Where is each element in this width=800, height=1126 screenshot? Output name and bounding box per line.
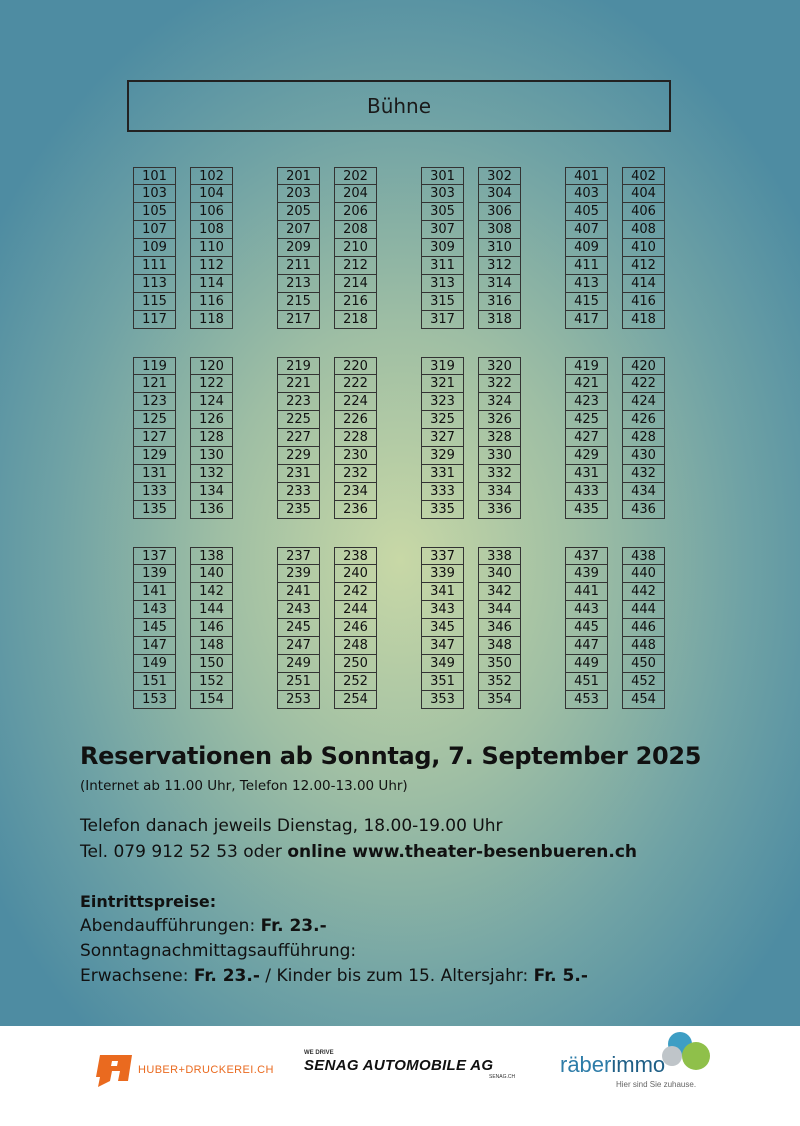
seat: 329 — [421, 447, 464, 465]
seat: 215 — [277, 293, 320, 311]
senag-tagline: WE DRIVE — [304, 1050, 334, 1056]
seat: 454 — [622, 691, 665, 709]
seat: 350 — [478, 655, 521, 673]
seat: 241 — [277, 583, 320, 601]
seat: 430 — [622, 447, 665, 465]
seat: 453 — [565, 691, 608, 709]
seat-column-left — [133, 357, 176, 519]
seat: 207 — [277, 221, 320, 239]
seat: 128 — [190, 429, 233, 447]
seat: 337 — [421, 547, 464, 565]
seat: 144 — [190, 601, 233, 619]
seat: 130 — [190, 447, 233, 465]
seat: 351 — [421, 673, 464, 691]
seat: 123 — [133, 393, 176, 411]
senag-domain: SENAG.CH — [489, 1074, 516, 1080]
seat: 202 — [334, 167, 377, 185]
seat: 320 — [478, 357, 521, 375]
seat: 344 — [478, 601, 521, 619]
phone-hours: Telefon danach jeweils Dienstag, 18.00-19.00 Uhr — [80, 816, 503, 836]
price-evening-value: Fr. 23.- — [260, 916, 327, 936]
seat-column-left — [133, 547, 176, 709]
seat: 407 — [565, 221, 608, 239]
seat: 201 — [277, 167, 320, 185]
seat: 332 — [478, 465, 521, 483]
seat-column-right — [478, 547, 521, 709]
seat: 116 — [190, 293, 233, 311]
seat: 346 — [478, 619, 521, 637]
seat: 233 — [277, 483, 320, 501]
seat: 214 — [334, 275, 377, 293]
seat: 435 — [565, 501, 608, 519]
seat-column-right — [478, 357, 521, 519]
seat: 231 — [277, 465, 320, 483]
seat: 102 — [190, 167, 233, 185]
seat: 335 — [421, 501, 464, 519]
seat: 228 — [334, 429, 377, 447]
price-child-value: Fr. 5.- — [533, 966, 588, 986]
seat: 402 — [622, 167, 665, 185]
seat: 427 — [565, 429, 608, 447]
seat-column-right — [334, 167, 377, 329]
seat: 149 — [133, 655, 176, 673]
seat-column-left — [565, 547, 608, 709]
seat: 418 — [622, 311, 665, 329]
seat: 117 — [133, 311, 176, 329]
seat: 204 — [334, 185, 377, 203]
seat: 409 — [565, 239, 608, 257]
seat: 238 — [334, 547, 377, 565]
seat: 143 — [133, 601, 176, 619]
seat: 137 — [133, 547, 176, 565]
seat: 429 — [565, 447, 608, 465]
seat: 106 — [190, 203, 233, 221]
seat: 445 — [565, 619, 608, 637]
seat: 250 — [334, 655, 377, 673]
seat: 323 — [421, 393, 464, 411]
seat: 446 — [622, 619, 665, 637]
seat: 318 — [478, 311, 521, 329]
seat: 322 — [478, 375, 521, 393]
seat: 122 — [190, 375, 233, 393]
seat: 218 — [334, 311, 377, 329]
seat: 317 — [421, 311, 464, 329]
seat: 125 — [133, 411, 176, 429]
seat: 115 — [133, 293, 176, 311]
seat: 136 — [190, 501, 233, 519]
seat: 206 — [334, 203, 377, 221]
seat-column-right — [622, 547, 665, 709]
seat-column-left — [277, 167, 320, 329]
seat: 439 — [565, 565, 608, 583]
seat: 309 — [421, 239, 464, 257]
seat: 422 — [622, 375, 665, 393]
seat: 433 — [565, 483, 608, 501]
seat: 114 — [190, 275, 233, 293]
seat: 342 — [478, 583, 521, 601]
seat: 153 — [133, 691, 176, 709]
prices-heading: Eintrittspreise: — [80, 892, 217, 911]
senag-logo — [304, 1050, 524, 1084]
seat: 319 — [421, 357, 464, 375]
seat: 110 — [190, 239, 233, 257]
seat: 208 — [334, 221, 377, 239]
price-child-label: / Kinder bis zum 15. Altersjahr: — [259, 966, 534, 986]
seat: 203 — [277, 185, 320, 203]
seat: 236 — [334, 501, 377, 519]
reservation-subtitle: (Internet ab 11.00 Uhr, Telefon 12.00-13.00 Uhr) — [80, 778, 408, 794]
huber-text: HUBER+DRUCKEREI.CH — [138, 1064, 274, 1076]
seat: 406 — [622, 203, 665, 221]
seat: 105 — [133, 203, 176, 221]
seat: 311 — [421, 257, 464, 275]
seat: 416 — [622, 293, 665, 311]
seat: 425 — [565, 411, 608, 429]
seat: 226 — [334, 411, 377, 429]
seat: 448 — [622, 637, 665, 655]
seat: 440 — [622, 565, 665, 583]
raeber-text-light: räber — [560, 1052, 612, 1077]
seat-column-left — [277, 547, 320, 709]
price-adult-label: Erwachsene: — [80, 966, 194, 986]
seat: 109 — [133, 239, 176, 257]
seat: 341 — [421, 583, 464, 601]
seat: 314 — [478, 275, 521, 293]
seat: 213 — [277, 275, 320, 293]
seat: 324 — [478, 393, 521, 411]
seat: 227 — [277, 429, 320, 447]
seat: 151 — [133, 673, 176, 691]
seat: 253 — [277, 691, 320, 709]
seat-column-left — [421, 547, 464, 709]
seat: 133 — [133, 483, 176, 501]
seat: 205 — [277, 203, 320, 221]
seat: 414 — [622, 275, 665, 293]
seat: 210 — [334, 239, 377, 257]
seat: 413 — [565, 275, 608, 293]
seat: 235 — [277, 501, 320, 519]
seat: 331 — [421, 465, 464, 483]
seat: 147 — [133, 637, 176, 655]
seat: 120 — [190, 357, 233, 375]
seat: 428 — [622, 429, 665, 447]
seat: 135 — [133, 501, 176, 519]
seat: 447 — [565, 637, 608, 655]
price-adult-value: Fr. 23.- — [193, 966, 260, 986]
seat: 437 — [565, 547, 608, 565]
price-sunday-label: Sonntagnachmittagsaufführung: — [80, 941, 357, 961]
stage-text: Bühne — [366, 94, 432, 118]
stage-label — [127, 80, 671, 132]
seat: 424 — [622, 393, 665, 411]
seat: 251 — [277, 673, 320, 691]
seat: 452 — [622, 673, 665, 691]
seat: 111 — [133, 257, 176, 275]
seat: 441 — [565, 583, 608, 601]
seat: 234 — [334, 483, 377, 501]
seat: 107 — [133, 221, 176, 239]
seat: 352 — [478, 673, 521, 691]
huber-logo — [94, 1050, 274, 1090]
seat: 354 — [478, 691, 521, 709]
seat: 252 — [334, 673, 377, 691]
seat: 308 — [478, 221, 521, 239]
seat: 129 — [133, 447, 176, 465]
seat: 246 — [334, 619, 377, 637]
seat-column-left — [421, 167, 464, 329]
seat: 243 — [277, 601, 320, 619]
seat: 254 — [334, 691, 377, 709]
seat: 421 — [565, 375, 608, 393]
seat: 401 — [565, 167, 608, 185]
raeber-wordmark — [560, 1052, 665, 1078]
seat: 443 — [565, 601, 608, 619]
seat: 217 — [277, 311, 320, 329]
seat: 321 — [421, 375, 464, 393]
seat: 113 — [133, 275, 176, 293]
seat: 450 — [622, 655, 665, 673]
seat: 139 — [133, 565, 176, 583]
seat: 134 — [190, 483, 233, 501]
seat: 423 — [565, 393, 608, 411]
seat: 304 — [478, 185, 521, 203]
seat: 131 — [133, 465, 176, 483]
seat: 224 — [334, 393, 377, 411]
seat: 150 — [190, 655, 233, 673]
seat: 306 — [478, 203, 521, 221]
seat: 349 — [421, 655, 464, 673]
seat: 307 — [421, 221, 464, 239]
seat: 216 — [334, 293, 377, 311]
seat: 330 — [478, 447, 521, 465]
seat-column-right — [622, 167, 665, 329]
seat: 121 — [133, 375, 176, 393]
seat: 327 — [421, 429, 464, 447]
seat: 221 — [277, 375, 320, 393]
seat: 415 — [565, 293, 608, 311]
raeber-logo — [560, 1030, 720, 1092]
seat: 112 — [190, 257, 233, 275]
seat-column-left — [277, 357, 320, 519]
seat-column-left — [565, 167, 608, 329]
seat: 426 — [622, 411, 665, 429]
seat: 419 — [565, 357, 608, 375]
seat: 118 — [190, 311, 233, 329]
seat: 403 — [565, 185, 608, 203]
price-evening-label: Abendaufführungen: — [80, 916, 261, 936]
seat-column-left — [565, 357, 608, 519]
seat: 140 — [190, 565, 233, 583]
seat: 431 — [565, 465, 608, 483]
seat: 104 — [190, 185, 233, 203]
price-evening — [80, 916, 327, 936]
seat: 451 — [565, 673, 608, 691]
seat: 345 — [421, 619, 464, 637]
seat: 408 — [622, 221, 665, 239]
seat: 244 — [334, 601, 377, 619]
seat: 230 — [334, 447, 377, 465]
seat: 249 — [277, 655, 320, 673]
seat: 417 — [565, 311, 608, 329]
seat: 436 — [622, 501, 665, 519]
seat: 420 — [622, 357, 665, 375]
seat: 232 — [334, 465, 377, 483]
seat-column-right — [190, 547, 233, 709]
seat: 316 — [478, 293, 521, 311]
seat: 302 — [478, 167, 521, 185]
seat: 305 — [421, 203, 464, 221]
seat: 348 — [478, 637, 521, 655]
seat: 312 — [478, 257, 521, 275]
seat-column-right — [190, 167, 233, 329]
seat: 442 — [622, 583, 665, 601]
raeber-tagline: Hier sind Sie zuhause. — [616, 1080, 697, 1089]
seat: 315 — [421, 293, 464, 311]
seat: 247 — [277, 637, 320, 655]
phone-online-line — [80, 842, 637, 862]
website-link[interactable]: online www.theater-besenbueren.ch — [287, 842, 638, 862]
reservation-title: Reservationen ab Sonntag, 7. September 2025 — [80, 742, 702, 770]
seat: 225 — [277, 411, 320, 429]
seat: 449 — [565, 655, 608, 673]
seat: 301 — [421, 167, 464, 185]
seat: 209 — [277, 239, 320, 257]
seat: 239 — [277, 565, 320, 583]
seat: 248 — [334, 637, 377, 655]
price-sunday — [80, 966, 588, 986]
huber-mark-icon — [94, 1051, 134, 1089]
seat-column-right — [190, 357, 233, 519]
seat-column-right — [622, 357, 665, 519]
seat: 211 — [277, 257, 320, 275]
seat: 411 — [565, 257, 608, 275]
seat: 313 — [421, 275, 464, 293]
seat-column-right — [334, 357, 377, 519]
seat-column-left — [133, 167, 176, 329]
seat: 237 — [277, 547, 320, 565]
seat: 404 — [622, 185, 665, 203]
seat: 219 — [277, 357, 320, 375]
seat: 412 — [622, 257, 665, 275]
seat: 343 — [421, 601, 464, 619]
senag-text: SENAG AUTOMOBILE AG — [304, 1057, 494, 1074]
seat: 152 — [190, 673, 233, 691]
seat: 124 — [190, 393, 233, 411]
seat-column-right — [478, 167, 521, 329]
seat: 444 — [622, 601, 665, 619]
seat: 336 — [478, 501, 521, 519]
seat: 328 — [478, 429, 521, 447]
seat: 119 — [133, 357, 176, 375]
seat: 223 — [277, 393, 320, 411]
seat: 410 — [622, 239, 665, 257]
seat: 405 — [565, 203, 608, 221]
seat-column-right — [334, 547, 377, 709]
seat: 145 — [133, 619, 176, 637]
seat: 325 — [421, 411, 464, 429]
seat: 212 — [334, 257, 377, 275]
seat: 353 — [421, 691, 464, 709]
seat: 142 — [190, 583, 233, 601]
raeber-text-bold: immo — [611, 1052, 666, 1077]
seat: 434 — [622, 483, 665, 501]
seat: 240 — [334, 565, 377, 583]
seat: 347 — [421, 637, 464, 655]
seat: 242 — [334, 583, 377, 601]
phone-number: Tel. 079 912 52 53 oder — [80, 842, 288, 862]
seat: 310 — [478, 239, 521, 257]
seat: 326 — [478, 411, 521, 429]
seat: 103 — [133, 185, 176, 203]
seat: 333 — [421, 483, 464, 501]
seat: 108 — [190, 221, 233, 239]
seat: 141 — [133, 583, 176, 601]
seat: 245 — [277, 619, 320, 637]
seat: 154 — [190, 691, 233, 709]
seat: 338 — [478, 547, 521, 565]
seat: 132 — [190, 465, 233, 483]
seat-column-left — [421, 357, 464, 519]
seat: 148 — [190, 637, 233, 655]
seat: 126 — [190, 411, 233, 429]
seat: 146 — [190, 619, 233, 637]
seat: 101 — [133, 167, 176, 185]
seat: 339 — [421, 565, 464, 583]
seat: 222 — [334, 375, 377, 393]
seat: 432 — [622, 465, 665, 483]
seat: 127 — [133, 429, 176, 447]
seat: 334 — [478, 483, 521, 501]
seat: 220 — [334, 357, 377, 375]
seat: 229 — [277, 447, 320, 465]
seat: 303 — [421, 185, 464, 203]
seat: 438 — [622, 547, 665, 565]
seat: 138 — [190, 547, 233, 565]
seat: 340 — [478, 565, 521, 583]
